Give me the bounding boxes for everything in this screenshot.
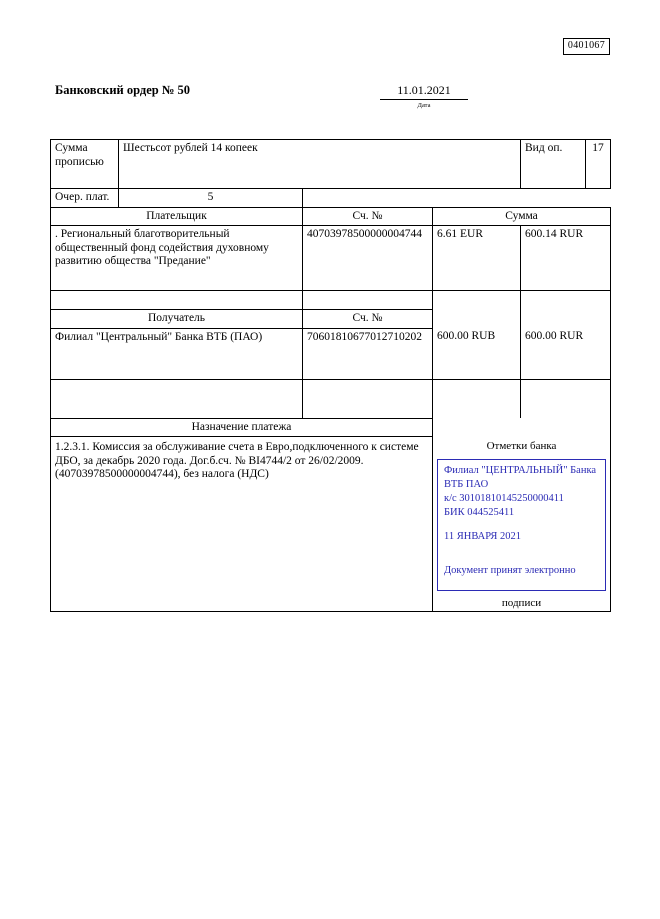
stamp-line-3: к/с 30101810145250000411 (444, 493, 564, 504)
spacer-amount-rur-2 (521, 379, 611, 418)
order-table (50, 139, 611, 612)
bank-stamp (437, 459, 606, 591)
stamp-gap-2 (444, 544, 599, 554)
receiver-amount-rur: 600.00 RUR (521, 328, 611, 379)
form-code: 0401067 (563, 38, 610, 55)
payer-name: . Региональный благотворительный общественный фонд содействия духовному развитию общества "Предание" (51, 226, 303, 291)
op-type-label: Вид оп. (521, 140, 586, 189)
table-row (51, 226, 611, 291)
sum-words-label: Сумма прописью (51, 140, 119, 189)
receiver-amount-currency: 600.00 RUB (433, 328, 521, 379)
table-header-row (51, 207, 611, 226)
table-spacer-row (51, 291, 611, 310)
stamp-gap-3 (444, 554, 599, 564)
signatures-label: подписи (501, 597, 542, 609)
spacer-left (51, 291, 303, 310)
stamp-line-2: ВТБ ПАО (444, 479, 489, 490)
receiver-account: 70601810677012710202 (303, 328, 433, 379)
table-row (51, 140, 611, 189)
table-header-row (51, 310, 611, 329)
table-row (51, 189, 611, 208)
header-amount: Сумма (433, 207, 611, 226)
sum-words-value: Шестьсот рублей 14 копеек (119, 140, 521, 189)
spacer-amount-currency (433, 291, 521, 310)
stamp-gap-1 (444, 520, 599, 530)
purpose-text: 1.2.3.1. Комиссия за обслуживание счета в Евро,подключенного к системе ДБО, за декабрь 2020 года. Дог.б.сч. № ВІ4744/2 от 26/02/2009.(40703978500000004744), без налога (НДС) (51, 437, 433, 612)
stamp-line-5: 11 ЯНВАРЯ 2021 (444, 531, 522, 542)
spacer-account (303, 291, 433, 310)
receiver-amount-currency-spacer (433, 310, 521, 329)
spacer-amount-rur (521, 291, 611, 310)
stamp-line-6: Документ принят электронно (444, 565, 576, 576)
bank-marks-cell (433, 437, 611, 612)
payer-account: 40703978500000004744 (303, 226, 433, 291)
page-title: Банковский ордер № 50 (55, 83, 191, 97)
priority-value: 5 (119, 189, 303, 208)
header-purpose: Назначение платежа (51, 418, 433, 437)
payer-amount-currency: 6.61 EUR (433, 226, 521, 291)
header-bank-marks: Отметки банка (486, 439, 557, 452)
receiver-name: Филиал "Центральный" Банка ВТБ (ПАО) (51, 328, 303, 379)
op-type-value: 17 (586, 140, 611, 189)
date-caption: Дата (417, 102, 431, 109)
header-account-no: Сч. № (303, 207, 433, 226)
purpose-header-right-spacer (433, 418, 611, 437)
header-account-no-2: Сч. № (303, 310, 433, 329)
table-header-row (51, 418, 611, 437)
table-spacer-row (51, 379, 611, 418)
receiver-amount-rur-spacer (521, 310, 611, 329)
document-date (380, 83, 468, 109)
payer-amount-rur: 600.14 RUR (521, 226, 611, 291)
priority-label: Очер. плат. (51, 189, 119, 208)
spacer-account-2 (303, 379, 433, 418)
header-payer: Плательщик (51, 207, 303, 226)
stamp-line-4: БИК 044525411 (444, 507, 515, 518)
spacer-amount-currency-2 (433, 379, 521, 418)
table-row (51, 328, 611, 379)
spacer-left-2 (51, 379, 303, 418)
table-row (51, 437, 611, 612)
date-value: 11.01.2021 (397, 83, 451, 97)
date-rule (380, 99, 468, 100)
stamp-line-1: Филиал "ЦЕНТРАЛЬНЫЙ" Банка (444, 465, 597, 476)
header-receiver: Получатель (51, 310, 303, 329)
